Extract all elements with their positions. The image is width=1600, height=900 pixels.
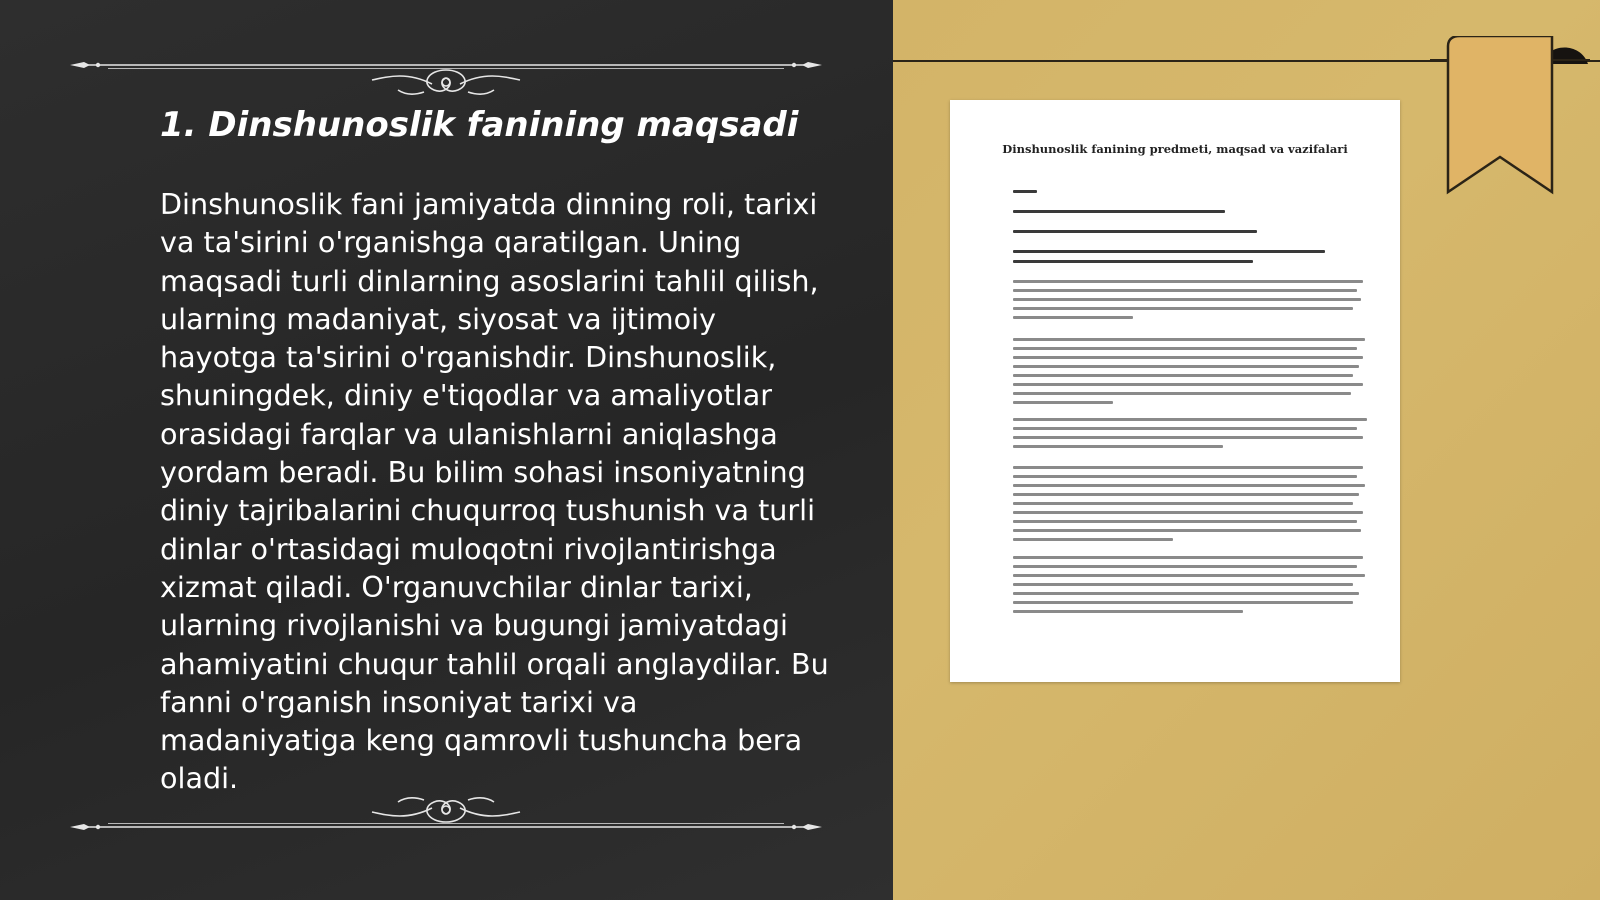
slide-title: 1. Dinshunoslik fanining maqsadi — [160, 105, 799, 145]
top-ornament-divider — [68, 50, 824, 110]
slide-body-text: Dinshunoslik fani jamiyatda dinning roli, tarixi va ta'sirini o'rganishga qaratilgan. Uning maqsadi turli dinlarning asoslarini tahlil qilish, ularning madaniyat, siyosat va ijtimoiy hayotga ta'sirini o'rganishdir. Dinshunoslik, shuningdek, diniy e'tiqodlar va amaliyotlar orasidagi farqlar va ulanishlarni aniqlashga yordam beradi. Bu bilim sohasi insoniyatning diniy tajribalarini chuqurroq tushunish va turli dinlar o'rtasidagi muloqotni rivojlantirishga xizmat qiladi. O'rganuvchilar dinlar tarixi, ularning rivojlanishi va bugungi jamiyatdagi ahamiyatini chuqur tahlil orqali anglaydilar. Bu fanni o'rganish insoniyat tarixi va madaniyatiga keng qamrovli tushuncha bera oladi. — [160, 187, 829, 796]
document-preview-title: Dinshunoslik fanining predmeti, maqsad va vazifalari — [1002, 142, 1348, 156]
document-preview-image — [950, 100, 1400, 682]
bookmark-ribbon-icon — [1430, 36, 1590, 202]
